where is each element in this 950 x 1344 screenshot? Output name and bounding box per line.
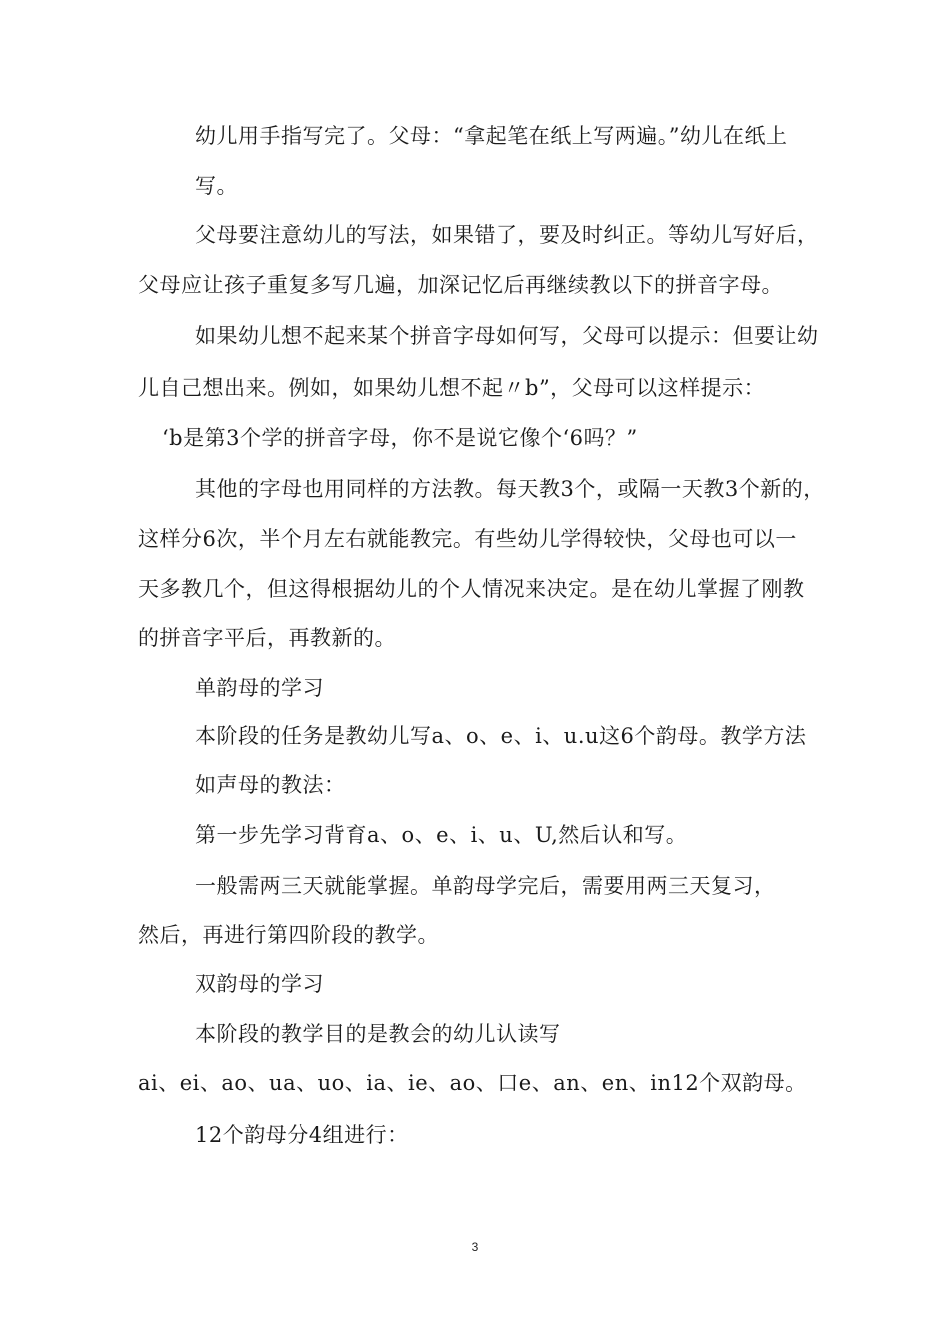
paragraph-line: 第一步先学习背育a、o、e、i、u、U,然后认和写。	[195, 823, 688, 847]
paragraph-line: 然后，再进行第四阶段的教学。	[138, 923, 439, 947]
paragraph-line: 父母要注意幼儿的写法，如果错了，要及时纠正。等幼儿写好后，	[195, 223, 819, 247]
paragraph-line: 如声母的教法：	[195, 773, 346, 797]
paragraph-line: 其他的字母也用同样的方法教。每天教3个，或隔一天教3个新的，	[195, 477, 825, 501]
page-number: 3	[471, 1240, 479, 1254]
paragraph-line: 父母应让孩子重复多写几遍，加深记忆后再继续教以下的拼音字母。	[138, 273, 783, 297]
paragraph-line: 这样分6次，半个月左右就能教完。有些幼儿学得较快，父母也可以一	[138, 527, 797, 551]
paragraph-line: 如果幼儿想不起来某个拼音字母如何写，父母可以提示：但要让幼	[195, 324, 819, 348]
paragraph-line: 本阶段的教学目的是教会的幼儿认读写	[195, 1022, 561, 1046]
paragraph-line: 幼儿用手指写完了。父母：“拿起笔在纸上写两遍。”幼儿在纸上	[195, 124, 788, 148]
paragraph-line: 写。	[195, 174, 238, 198]
paragraph-line: 儿自己想出来。例如，如果幼儿想不起〃b”，父母可以这样提示：	[138, 376, 766, 400]
paragraph-line: 一般需两三天就能掌握。单韵母学完后，需要用两三天复习，	[195, 874, 776, 898]
paragraph-line: ai、ei、ao、ua、uo、ia、ie、ao、口e、an、en、in12个双韵母。	[138, 1071, 807, 1095]
section-heading: 单韵母的学习	[195, 676, 324, 700]
paragraph-line: 12个韵母分4组进行：	[195, 1123, 409, 1147]
paragraph-line: ‘b是第3个学的拼音字母，你不是说它像个‘6吗？”	[162, 426, 638, 450]
section-heading: 双韵母的学习	[195, 972, 324, 996]
paragraph-line: 天多教几个，但这得根据幼儿的个人情况来决定。是在幼儿掌握了刚教	[138, 577, 805, 601]
paragraph-line: 的拼音字平后，再教新的。	[138, 626, 396, 650]
paragraph-line: 本阶段的任务是教幼儿写a、o、e、i、u.u这6个韵母。教学方法	[195, 724, 807, 748]
